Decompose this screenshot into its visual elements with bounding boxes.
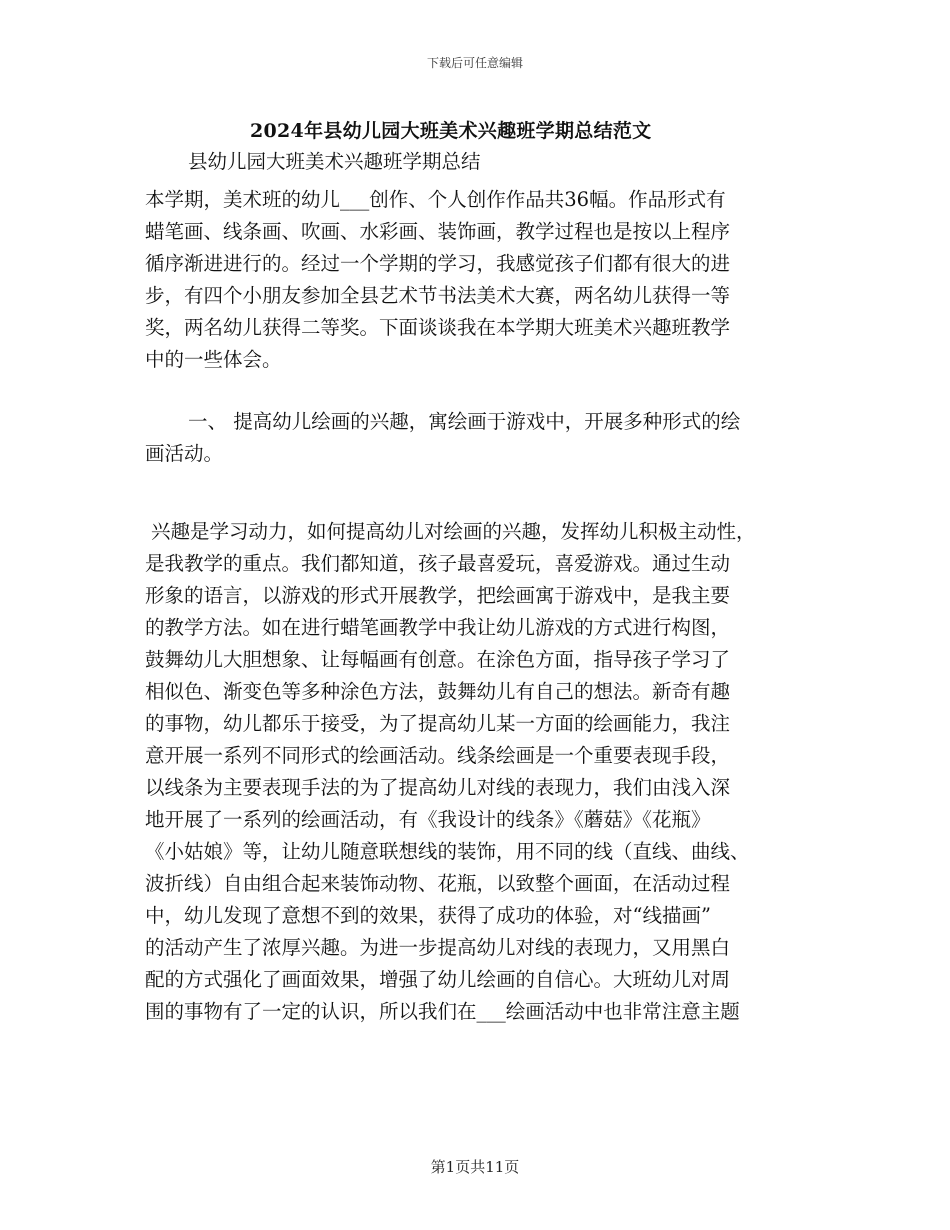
text-line: 的活动产生了浓厚兴趣。为进一步提高幼儿对线的表现力，又用黑白: [145, 936, 731, 959]
text-line: 相似色、渐变色等多种涂色方法，鼓舞幼儿有自己的想法。新奇有趣: [145, 680, 731, 703]
paragraph-intro: [145, 184, 815, 376]
section-heading-1: [145, 406, 815, 470]
text-line: 兴趣是学习动力，如何提高幼儿对绘画的兴趣，发挥幼儿积极主动性，: [151, 520, 756, 543]
text-line: 奖，两名幼儿获得二等奖。下面谈谈我在本学期大班美术兴趣班教学: [145, 316, 731, 339]
text-line: 形象的语言，以游戏的形式开展教学，把绘画寓于游戏中，是我主要: [145, 584, 731, 607]
text-line: 是我教学的重点。我们都知道，孩子最喜爱玩，喜爱游戏。通过生动: [145, 552, 731, 575]
text-line: 循序渐进进行的。经过一个学期的学习，我感觉孩子们都有很大的进: [145, 252, 731, 275]
document-subtitle: 县幼儿园大班美术兴趣班学期总结: [188, 150, 481, 173]
text-line: 以线条为主要表现手法的为了提高幼儿对线的表现力，我们由浅入深: [145, 776, 731, 799]
text-line: 《小姑娘》等，让幼儿随意联想线的装饰，用不同的线（直线、曲线、: [145, 840, 750, 863]
text-line: 围的事物有了一定的认识，所以我们在___绘画活动中也非常注意主题: [145, 1000, 740, 1023]
text-line: 蜡笔画、线条画、吹画、水彩画、装饰画，教学过程也是按以上程序: [145, 220, 731, 243]
text-line: 鼓舞幼儿大胆想象、让每幅画有创意。在涂色方面，指导孩子学习了: [145, 648, 731, 671]
text-line: 本学期，美术班的幼儿___创作、个人创作作品共36幅。作品形式有: [145, 188, 726, 211]
document-title: 2024年县幼儿园大班美术兴趣班学期总结范文: [250, 120, 652, 142]
page-number-footer: 第1页共11页: [430, 1158, 520, 1176]
text-line: 波折线）自由组合起来装饰动物、花瓶，以致整个画面，在活动过程: [145, 872, 731, 895]
text-line: 配的方式强化了画面效果，增强了幼儿绘画的自信心。大班幼儿对周: [145, 968, 731, 991]
text-line: 的教学方法。如在进行蜡笔画教学中我让幼儿游戏的方式进行构图，: [145, 616, 731, 639]
text-line: 的事物，幼儿都乐于接受，为了提高幼儿某一方面的绘画能力，我注: [145, 712, 731, 735]
header-note: 下载后可任意编辑: [426, 56, 523, 70]
text-line: 地开展了一系列的绘画活动，有《我设计的线条》《蘑菇》《花瓶》: [145, 808, 711, 831]
text-line: 画活动。: [145, 442, 224, 465]
paragraph-interest: [145, 516, 815, 1028]
text-line: 一、 提高幼儿绘画的兴趣，寓绘画于游戏中，开展多种形式的绘: [188, 410, 741, 433]
text-line: 中，幼儿发现了意想不到的效果，获得了成功的体验，对“线描画”: [145, 904, 711, 927]
text-line: 步，有四个小朋友参加全县艺术节书法美术大赛，两名幼儿获得一等: [145, 284, 731, 307]
text-line: 中的一些体会。: [145, 348, 282, 371]
text-line: 意开展一系列不同形式的绘画活动。线条绘画是一个重要表现手段，: [145, 744, 731, 767]
